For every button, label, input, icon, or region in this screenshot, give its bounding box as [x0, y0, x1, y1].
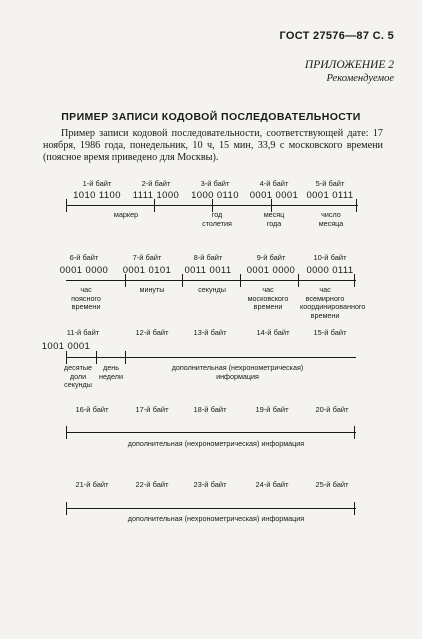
byte-label: 18-й байт	[193, 405, 227, 414]
byte-label: 24-й байт	[255, 480, 289, 489]
timeline-line	[66, 357, 356, 358]
bit-value: 0001 0000	[59, 265, 109, 276]
timeline-tick	[354, 274, 355, 287]
timeline-tick	[125, 351, 126, 364]
bit-value: 0001 0000	[246, 265, 296, 276]
byte-label: 6-й байт	[69, 253, 99, 262]
byte-label: 1-й байт	[82, 179, 112, 188]
field-label: дополнительная (нехронометрическая) информация	[127, 439, 305, 448]
byte-label: 5-й байт	[315, 179, 345, 188]
timeline-tick	[66, 426, 67, 439]
intro-paragraph: Пример записи кодовой последовательности, соответствующей дате: 17 ноября, 1986 года, понедельник, 10 ч, 15 мин, 33,9 с московского времени (поясное время приведено для Москвы).	[43, 128, 383, 163]
bit-value: 1111 1000	[132, 190, 180, 201]
page-header: ГОСТ 27576—87 С. 5	[279, 30, 394, 42]
bit-value: 1001 0001	[41, 341, 91, 352]
field-label: час всемирного координированного времени	[300, 285, 366, 320]
timeline-tick	[298, 274, 299, 287]
field-label: минуты	[139, 285, 165, 294]
byte-label: 23-й байт	[193, 480, 227, 489]
timeline-tick	[182, 274, 183, 287]
bit-value: 0011 0011	[184, 265, 232, 276]
timeline-tick	[240, 274, 241, 287]
timeline-tick	[354, 426, 355, 439]
timeline-tick	[96, 351, 97, 364]
byte-label: 8-й байт	[193, 253, 223, 262]
byte-label: 12-й байт	[135, 328, 169, 337]
appendix-title: ПРИЛОЖЕНИЕ 2	[304, 59, 394, 71]
byte-label: 19-й байт	[255, 405, 289, 414]
byte-label: 20-й байт	[315, 405, 349, 414]
byte-label: 11-й байт	[66, 328, 100, 337]
field-label: год столетия	[202, 210, 232, 228]
byte-label: 3-й байт	[200, 179, 230, 188]
bit-value: 1010 1100	[73, 190, 121, 201]
byte-label: 15-й байт	[313, 328, 347, 337]
byte-label: 17-й байт	[135, 405, 169, 414]
bit-value: 0000 0111	[306, 265, 354, 276]
byte-label: 10-й байт	[313, 253, 347, 262]
byte-label: 21-й байт	[75, 480, 109, 489]
byte-label: 2-й байт	[141, 179, 171, 188]
bit-value: 0001 0101	[122, 265, 172, 276]
timeline-tick	[356, 199, 357, 212]
field-label: десятые доли секунды	[63, 363, 93, 390]
timeline-line	[66, 280, 356, 281]
timeline-tick	[66, 199, 67, 212]
byte-label: 22-й байт	[135, 480, 169, 489]
appendix-block	[305, 59, 394, 84]
bit-value: 1000 0110	[191, 190, 239, 201]
timeline-line	[66, 432, 356, 433]
field-label: число месяца	[318, 210, 344, 228]
field-label: месяц года	[263, 210, 285, 228]
field-label: дополнительная (нехронометрическая) информация	[127, 514, 305, 523]
byte-label: 16-й байт	[75, 405, 109, 414]
timeline-tick	[125, 274, 126, 287]
appendix-subtitle: Рекомендуемое	[326, 73, 394, 84]
field-label: дополнительная (нехронометрическая) информация	[171, 363, 304, 381]
timeline-line	[66, 508, 356, 509]
byte-label: 9-й байт	[256, 253, 286, 262]
section-title: ПРИМЕР ЗАПИСИ КОДОВОЙ ПОСЛЕДОВАТЕЛЬНОСТИ	[61, 111, 361, 123]
byte-label: 4-й байт	[259, 179, 289, 188]
field-label: маркер	[113, 210, 139, 219]
bit-value: 0001 0111	[306, 190, 354, 201]
byte-label: 7-й байт	[132, 253, 162, 262]
field-label: час московского времени	[247, 285, 289, 312]
timeline-tick	[354, 502, 355, 515]
byte-label: 13-й байт	[193, 328, 227, 337]
timeline-tick	[66, 502, 67, 515]
byte-label: 14-й байт	[256, 328, 290, 337]
bit-value: 0001 0001	[249, 190, 299, 201]
field-label: час поясного времени	[71, 285, 101, 312]
byte-label: 25-й байт	[315, 480, 349, 489]
field-label: секунды	[198, 285, 226, 294]
field-label: день недели	[99, 363, 123, 381]
